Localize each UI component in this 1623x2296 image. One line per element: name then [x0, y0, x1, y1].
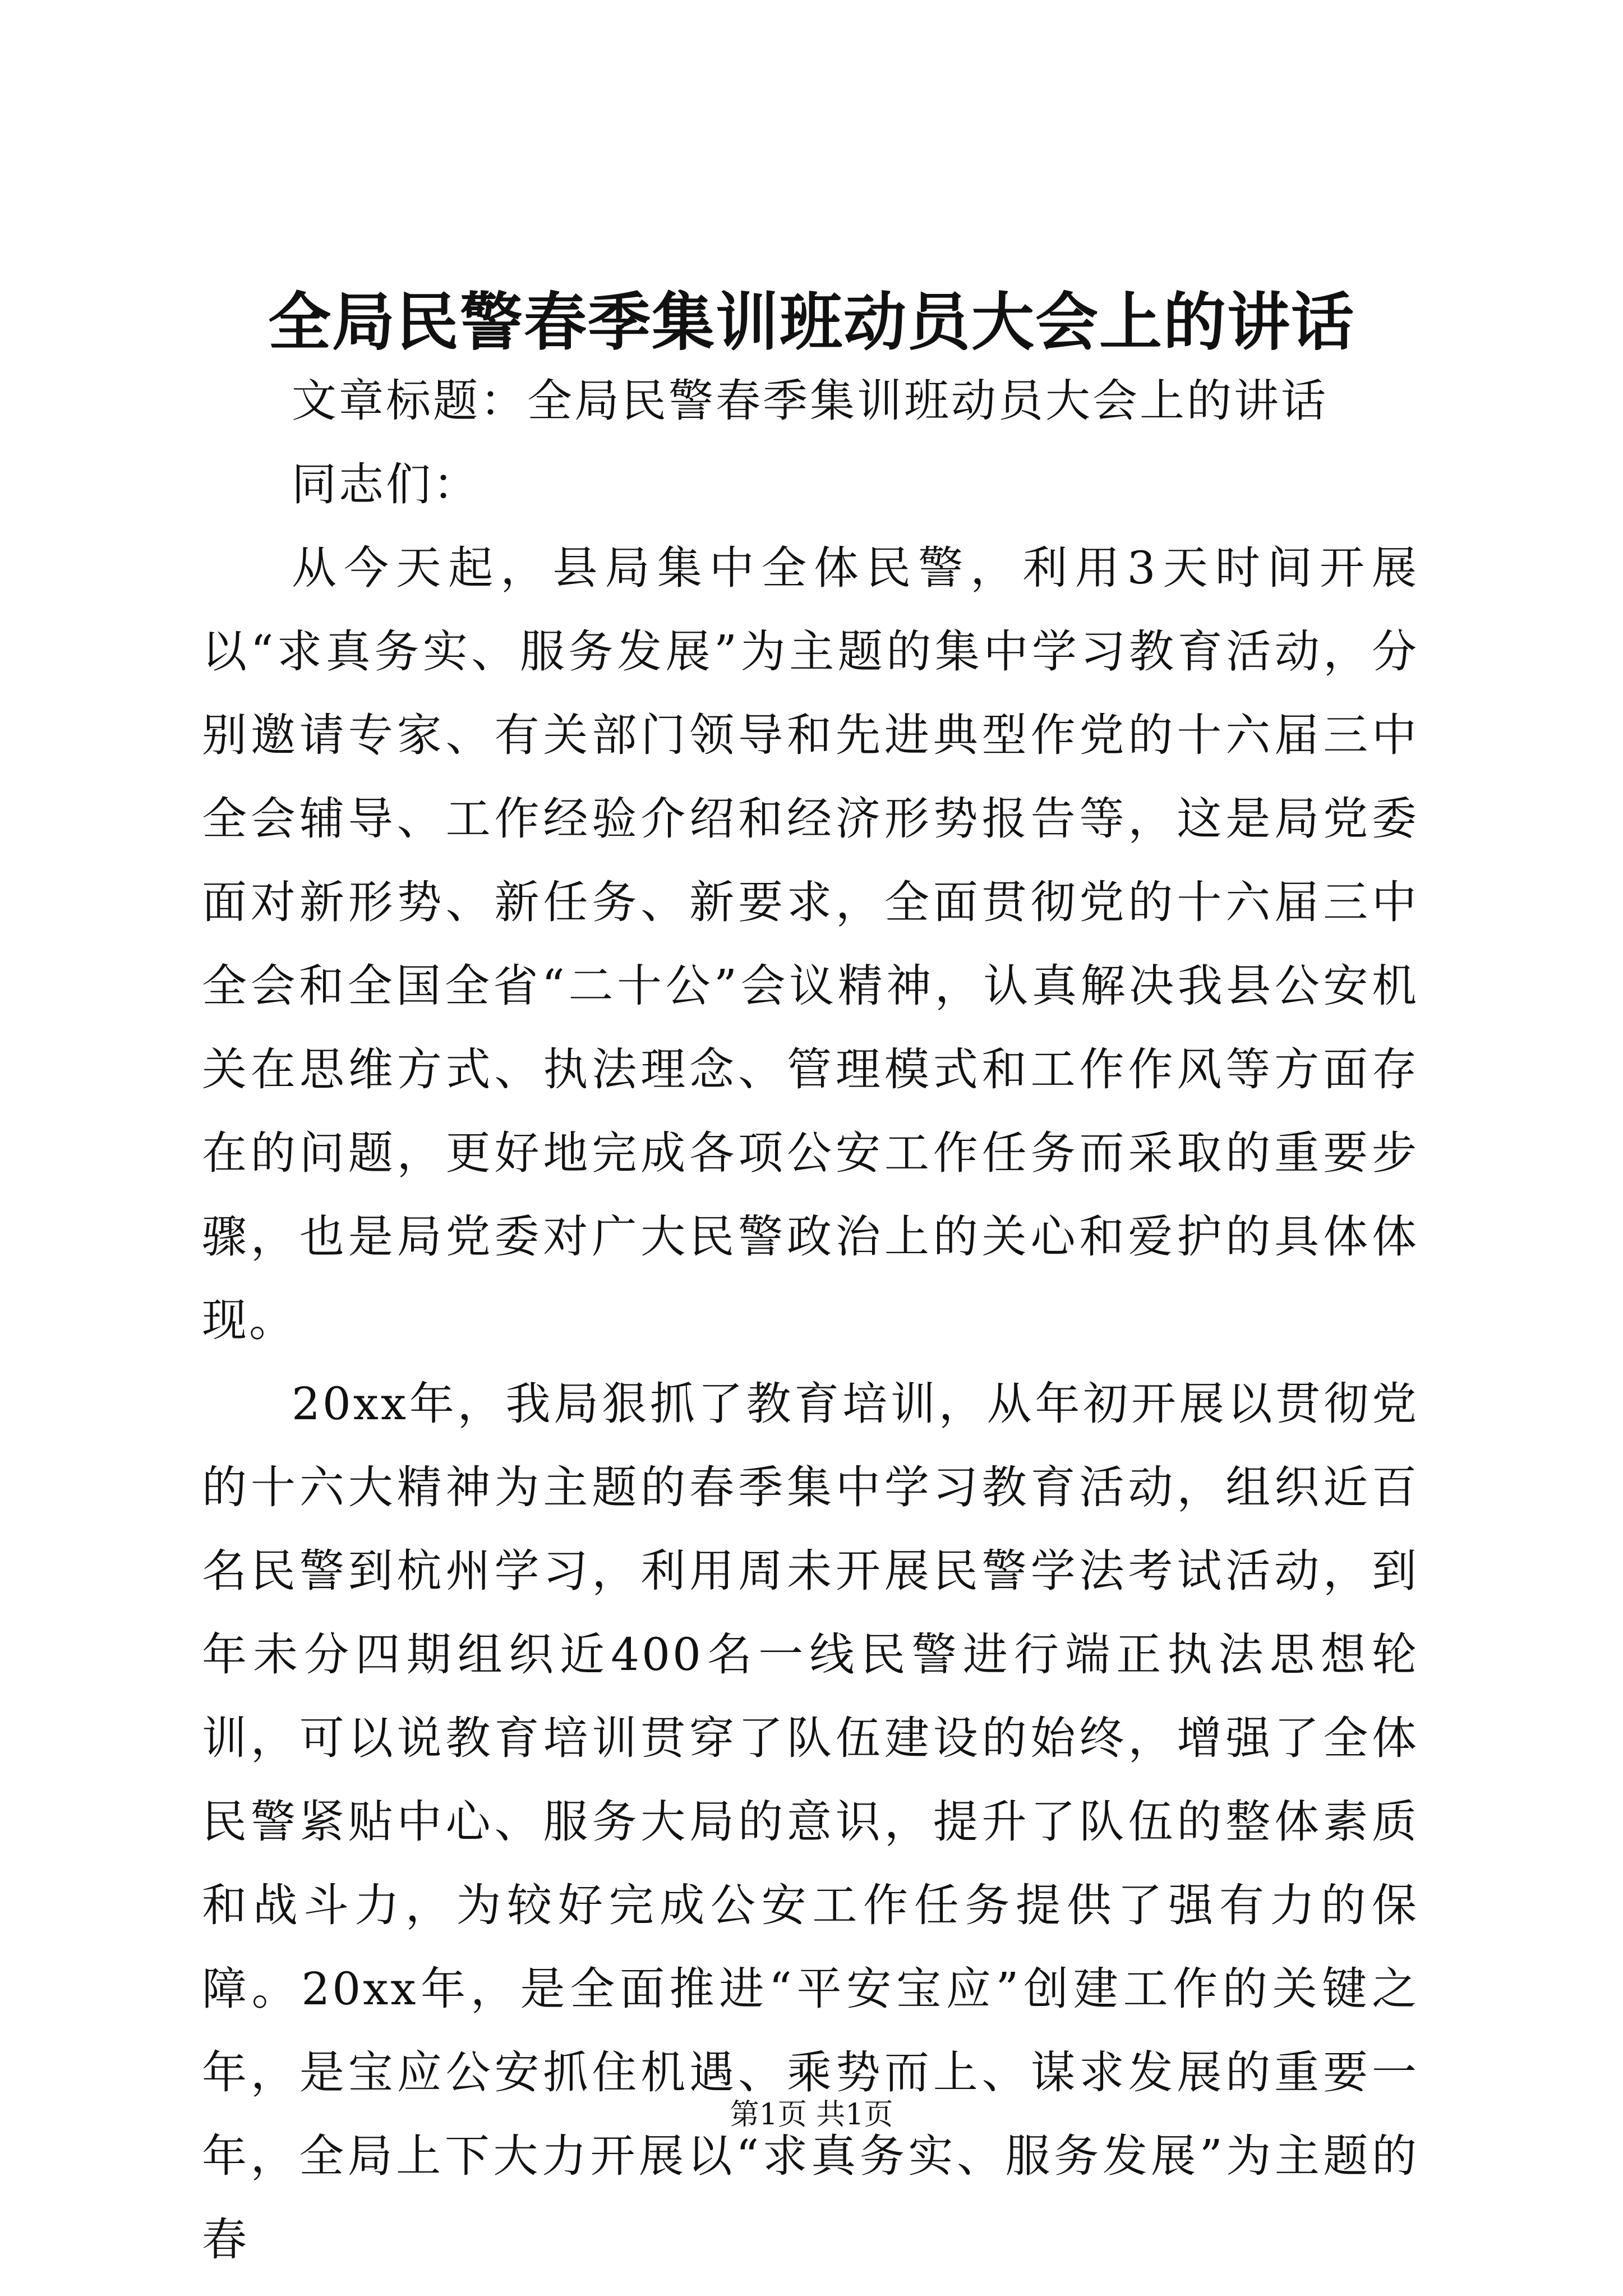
document-title: 全局民警春季集训班动员大会上的讲话	[268, 286, 1355, 359]
paragraph: 从今天起，县局集中全体民警，利用3天时间开展以“求真务实、服务发展”为主题的集中学习教育活动，分别邀请专家、有关部门领导和先进典型作党的十六届三中全会辅导、工作经验介绍和经济形势报告等，这是局党委面对新形势、新任务、新要求，全面贯彻党的十六届三中全会和全国全省“二十公”会议精神，认真解决我县公安机关在思维方式、执法理念、管理模式和工作作风等方面存在的问题，更好地完成各项公安工作任务而采取的重要步骤，也是局党委对广大民警政治上的关心和爱护的具体体现。	[202, 542, 1419, 1346]
article-title-line: 文章标题：全局民警春季集训班动员大会上的讲话	[292, 375, 1328, 427]
salutation: 同志们：	[292, 458, 480, 510]
paragraph: 20xx年，我局狠抓了教育培训，从年初开展以贯彻党的十六大精神为主题的春季集中学习教育活动，组织近百名民警到杭州学习，利用周未开展民警学法考试活动，到年未分四期组织近400名一线民警进行端正执法思想轮训，可以说教育培训贯穿了队伍建设的始终，增强了全体民警紧贴中心、服务大局的意识，提升了队伍的整体素质和战斗力，为较好完成公安工作任务提供了强有力的保障。20xx年，是全面推进“平安宝应”创建工作的关键之年，是宝应公安抓住机遇、乘势而上、谋求发展的重要一年，全局上下大力开展以“求真务实、服务发展”为主题的春	[202, 1378, 1419, 2266]
page-footer: 第1页 共1页	[730, 2098, 893, 2132]
document-body	[202, 359, 1419, 2281]
